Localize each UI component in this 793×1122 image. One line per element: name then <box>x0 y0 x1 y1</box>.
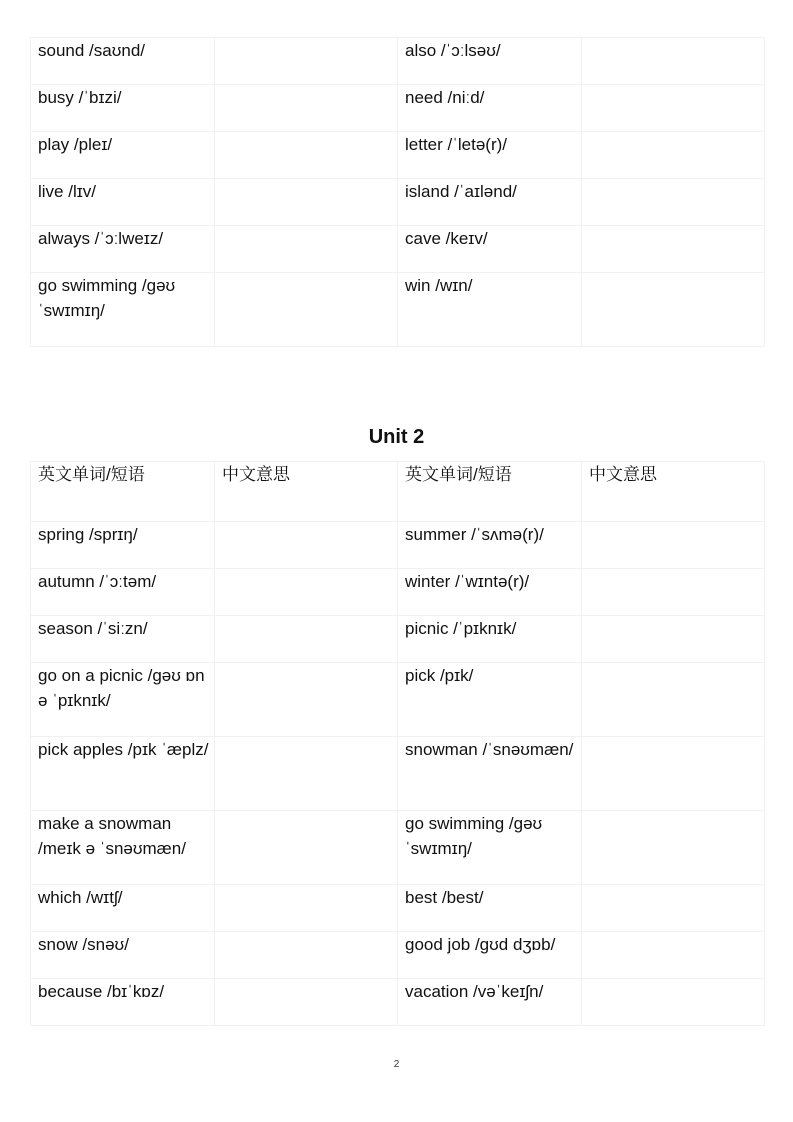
english-word-cell: busy /ˈbɪzi/ <box>31 85 215 132</box>
english-word-cell: need /niːd/ <box>398 85 582 132</box>
chinese-meaning-cell <box>582 38 765 85</box>
english-word-cell: vacation /vəˈkeɪʃn/ <box>398 979 582 1026</box>
english-word-cell: go swimming /gəʊ ˈswɪmɪŋ/ <box>398 811 582 885</box>
vocab-table-unit-1 <box>30 37 765 347</box>
english-word-cell: pick apples /pɪk ˈæplz/ <box>31 737 215 811</box>
english-word-cell: island /ˈaɪlənd/ <box>398 179 582 226</box>
english-word-cell: which /wɪtʃ/ <box>31 885 215 932</box>
english-word-cell: go swimming /gəʊ ˈswɪmɪŋ/ <box>31 273 215 347</box>
chinese-meaning-cell <box>582 179 765 226</box>
page-number: 2 <box>393 1059 400 1070</box>
table-row <box>31 85 765 132</box>
english-word-cell: winter /ˈwɪntə(r)/ <box>398 569 582 616</box>
chinese-meaning-cell <box>215 179 398 226</box>
chinese-meaning-cell <box>582 885 765 932</box>
table-row <box>31 885 765 932</box>
english-word-cell: sound /saʊnd/ <box>31 38 215 85</box>
chinese-meaning-cell <box>582 85 765 132</box>
english-word-cell: cave /keɪv/ <box>398 226 582 273</box>
table-row <box>31 979 765 1026</box>
chinese-meaning-cell <box>582 737 765 811</box>
chinese-meaning-cell <box>215 38 398 85</box>
table-row <box>31 616 765 663</box>
table-row <box>31 179 765 226</box>
table-row <box>31 932 765 979</box>
table-row <box>31 132 765 179</box>
english-word-cell: go on a picnic /gəʊ ɒn ə ˈpɪknɪk/ <box>31 663 215 737</box>
english-word-cell: letter /ˈletə(r)/ <box>398 132 582 179</box>
header-english-word: 英文单词/短语 <box>31 462 215 522</box>
english-word-cell: always /ˈɔːlweɪz/ <box>31 226 215 273</box>
chinese-meaning-cell <box>215 616 398 663</box>
english-word-cell: season /ˈsiːzn/ <box>31 616 215 663</box>
table-row <box>31 811 765 885</box>
chinese-meaning-cell <box>215 885 398 932</box>
english-word-cell: snow /snəʊ/ <box>31 932 215 979</box>
english-word-cell: snowman /ˈsnəʊmæn/ <box>398 737 582 811</box>
header-english-word: 英文单词/短语 <box>398 462 582 522</box>
english-word-cell: summer /ˈsʌmə(r)/ <box>398 522 582 569</box>
chinese-meaning-cell <box>215 132 398 179</box>
vocab-table-unit-2 <box>30 461 765 1026</box>
table-row <box>31 737 765 811</box>
chinese-meaning-cell <box>582 522 765 569</box>
chinese-meaning-cell <box>215 737 398 811</box>
table-row <box>31 38 765 85</box>
chinese-meaning-cell <box>582 273 765 347</box>
english-word-cell: good job /gʊd dʒɒb/ <box>398 932 582 979</box>
chinese-meaning-cell <box>582 979 765 1026</box>
chinese-meaning-cell <box>582 569 765 616</box>
english-word-cell: spring /sprɪŋ/ <box>31 522 215 569</box>
english-word-cell: picnic /ˈpɪknɪk/ <box>398 616 582 663</box>
chinese-meaning-cell <box>215 663 398 737</box>
english-word-cell: autumn /ˈɔːtəm/ <box>31 569 215 616</box>
table-row <box>31 522 765 569</box>
english-word-cell: make a snowman /meɪk ə ˈsnəʊmæn/ <box>31 811 215 885</box>
table-row <box>31 273 765 347</box>
header-chinese-meaning: 中文意思 <box>215 462 398 522</box>
chinese-meaning-cell <box>582 663 765 737</box>
chinese-meaning-cell <box>215 85 398 132</box>
unit-heading: Unit 2 <box>368 426 425 448</box>
chinese-meaning-cell <box>215 226 398 273</box>
table-row <box>31 569 765 616</box>
table-row <box>31 663 765 737</box>
english-word-cell: live /lɪv/ <box>31 179 215 226</box>
chinese-meaning-cell <box>582 811 765 885</box>
chinese-meaning-cell <box>215 569 398 616</box>
english-word-cell: best /best/ <box>398 885 582 932</box>
english-word-cell: play /pleɪ/ <box>31 132 215 179</box>
chinese-meaning-cell <box>582 226 765 273</box>
chinese-meaning-cell <box>215 979 398 1026</box>
table-row <box>31 226 765 273</box>
chinese-meaning-cell <box>215 932 398 979</box>
chinese-meaning-cell <box>215 811 398 885</box>
chinese-meaning-cell <box>582 616 765 663</box>
table-header-row <box>31 462 765 522</box>
english-word-cell: also /ˈɔːlsəʊ/ <box>398 38 582 85</box>
chinese-meaning-cell <box>215 273 398 347</box>
english-word-cell: because /bɪˈkɒz/ <box>31 979 215 1026</box>
english-word-cell: pick /pɪk/ <box>398 663 582 737</box>
english-word-cell: win /wɪn/ <box>398 273 582 347</box>
chinese-meaning-cell <box>582 132 765 179</box>
chinese-meaning-cell <box>582 932 765 979</box>
chinese-meaning-cell <box>215 522 398 569</box>
header-chinese-meaning: 中文意思 <box>582 462 765 522</box>
